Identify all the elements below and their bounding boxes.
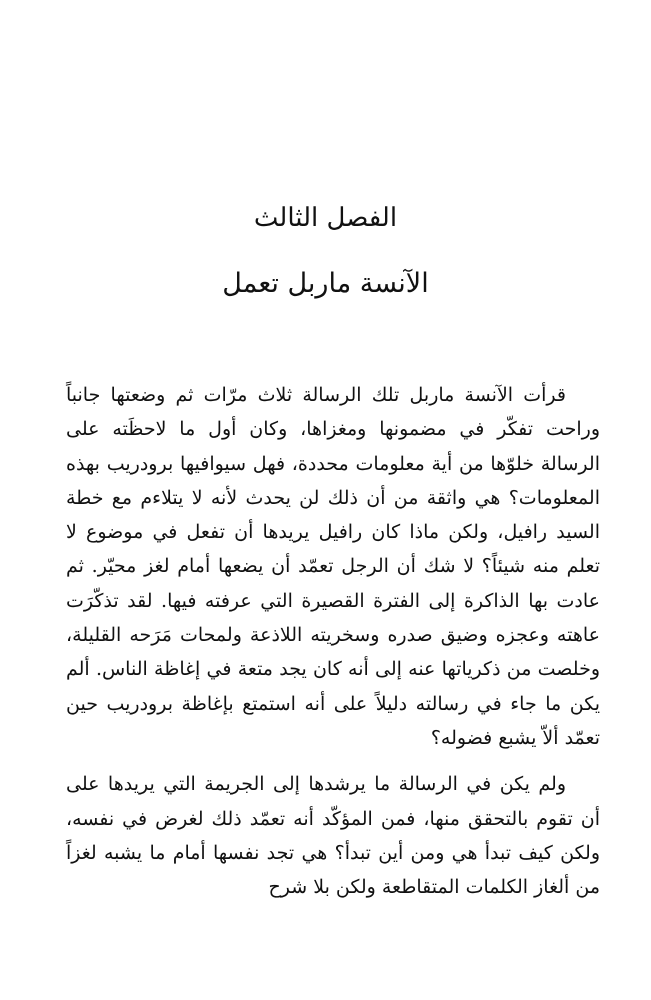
chapter-number: الفصل الثالث: [253, 203, 398, 233]
chapter-title: الآنسة ماربل تعمل: [222, 268, 429, 299]
body-paragraph: قرأت الآنسة ماربل تلك الرسالة ثلاث مرّات ثم وضعتها جانباً وراحت تفكّر في مضمونها ومغزاها، وكان أول ما لاحظَته على الرسالة خلوّها من أية معلومات محددة، فهل سيوافيها برودريب بهذه المعلومات؟ هي واثقة من أن ذلك لن يحدث لأنه لا يتلاءم مع خطة السيد رافيل، ولكن ماذا كان رافيل يريدها أن تفعل في موضوع لا تعلم منه شيئاً؟ لا شك أن الرجل تعمّد أن يضعها أمام لغز محيّر. ثم عادت بها الذاكرة إلى الفترة القصيرة التي عرفته فيها. لقد تذكّرَت عاهته وعجزه وضيق صدره وسخريته اللاذعة ولمحات مَرَحه القليلة، وخلصت من ذكرياتها عنه إلى أنه كان يجد متعة في إغاظة الناس. ألم يكن ما جاء في رسالته دليلاً على أنه استمتع بإغاظة برودريب حين تعمّد ألاّ يشبع فضوله؟: [66, 384, 600, 749]
body-paragraph: ولم يكن في الرسالة ما يرشدها إلى الجريمة التي يريدها على أن تقوم بالتحقق منها، فمن المؤكّد أنه تعمّد ذلك لغرض في نفسه، ولكن كيف تبدأ هي ومن أين تبدأ؟ هي تجد نفسها أمام ما يشبه لغزاً من ألغاز الكلمات المتقاطعة ولكن بلا شرح: [66, 773, 600, 899]
chapter-body: [66, 378, 600, 904]
